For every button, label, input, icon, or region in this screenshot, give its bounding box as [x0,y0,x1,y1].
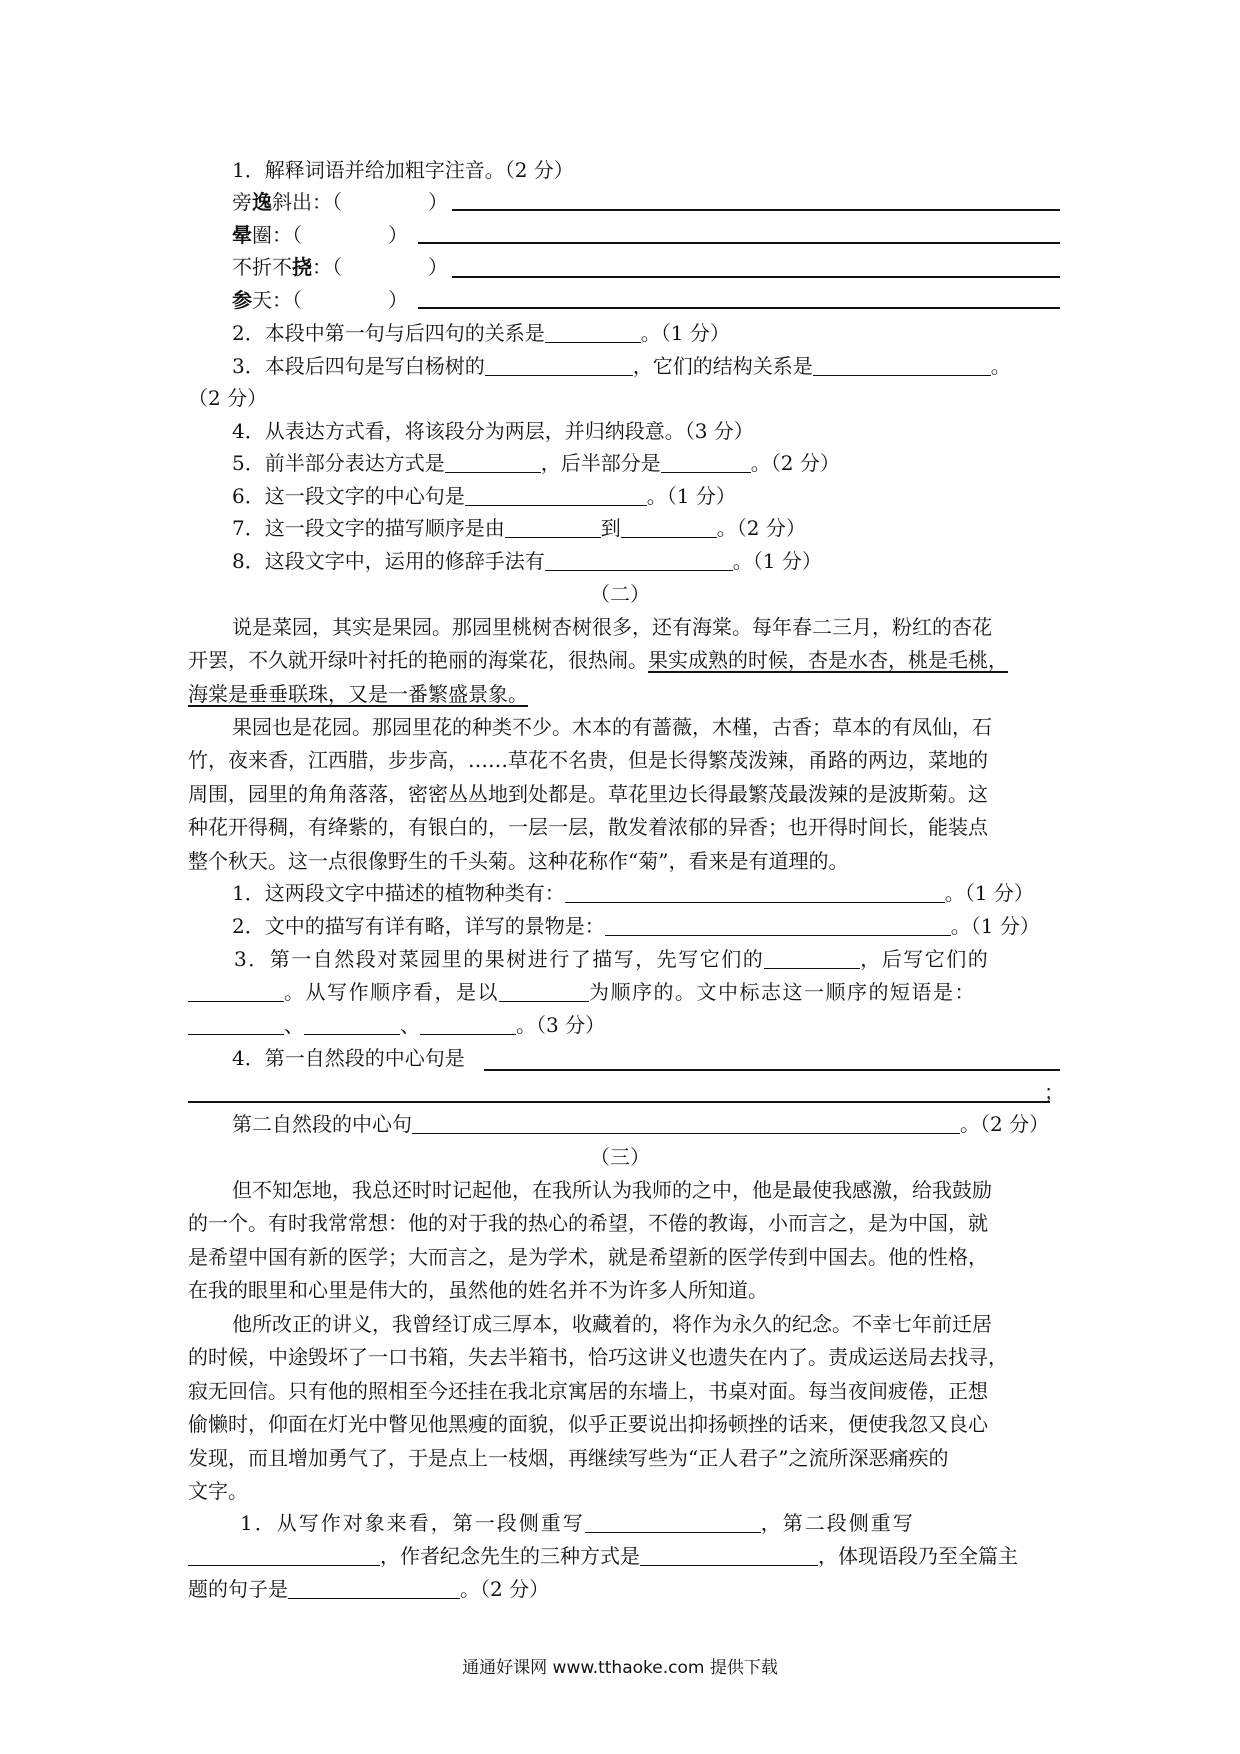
q-text: ，后写它们的 [860,947,990,971]
s2-question-2 [232,910,1040,942]
answer-blank[interactable] [621,517,717,538]
answer-blank[interactable] [420,1014,516,1035]
answer-line [452,209,1060,211]
q-text: 。（1 分） [950,914,1040,938]
q-text: 。（2 分） [460,1577,550,1601]
q-text: ，作者纪念先生的三种方式是 [380,1544,640,1568]
answer-line [418,242,1060,244]
term-text: ） [388,223,408,247]
term-text: 旁 [232,190,252,214]
answer-blank[interactable] [188,1545,380,1566]
s1-term-2 [232,219,408,251]
answer-line [452,276,1060,278]
text-line: 在我的眼里和心里是伟大的，虽然他的姓名并不为许多人所知道。 [188,1278,768,1303]
answer-blank[interactable] [465,485,647,506]
text-line: 但不知怎地，我总还时时记起他，在我所认为我师的之中，他是最使我感激，给我鼓励 [232,1178,992,1202]
bold-char: 参 [232,288,252,312]
q-text: 、 [284,1013,304,1037]
term-text: ） [428,255,448,279]
q-text: 第二自然段的中心句 [232,1112,412,1136]
s2-paragraph-1 [188,611,1008,711]
q-text: ，它们的结构关系是 [632,354,813,378]
s1-question-1: 1．解释词语并给加粗字注音。（2 分） [232,158,574,182]
answer-blank[interactable] [412,1113,960,1134]
text-line: 偷懒时，仰面在灯光中瞥见他黑瘦的面貌，似乎正要说出抑扬顿挫的话来，便使我忽又良心 [188,1412,988,1437]
text-line: 是希望中国有新的医学；大而言之，是为学术，就是希望新的医学传到中国去。他的性格， [188,1244,988,1269]
answer-blank[interactable] [585,1512,761,1533]
s1-question-6 [232,480,736,512]
q-text: ，后半部分是 [540,451,661,475]
s1-question-2 [232,317,730,349]
term-text: ：（ [312,255,342,279]
s1-question-8 [232,545,822,577]
q-text: 1．从写作对象来看，第一段侧重写 [240,1511,585,1535]
s2-question-3-line-2 [188,976,976,1008]
term-text: 天：（ [252,288,302,312]
s1-term-3 [232,251,448,283]
answer-blank[interactable] [764,948,860,969]
answer-blank[interactable] [188,981,284,1002]
section-heading-3: （三） [590,1145,650,1169]
answer-line [418,307,1060,309]
q-text: 。（3 分） [516,1013,606,1037]
q-text: 。（2 分） [960,1112,1050,1136]
s2-question-3 [234,943,989,975]
q-text: 题的句子是 [188,1577,288,1601]
s1-question-7 [232,512,806,544]
answer-line [484,1069,1060,1071]
q-text: 。（1 分） [944,881,1034,905]
answer-blank[interactable] [188,1014,284,1035]
answer-blank[interactable] [304,1014,400,1035]
s2-paragraph-2 [188,711,992,878]
text-line: 开罢，不久就开绿叶衬托的艳丽的海棠花，很热闹。 [188,648,648,673]
section-heading-2: （二） [590,582,650,606]
q-text: 。从写作顺序看，是以 [284,980,499,1004]
text-line: 的一个。有时我常常想：他的对于我的热心的希望，不倦的教诲，小而言之，是为中国，就 [188,1211,988,1236]
s1-question-5 [232,447,840,479]
answer-blank[interactable] [545,550,733,571]
text-line: 说是菜园，其实是果园。那园里桃树杏树很多，还有海棠。每年春二三月，粉红的杏花 [232,615,992,639]
q-text: 。 [990,354,1011,378]
answer-blank[interactable] [605,915,951,936]
s3-question-1 [240,1507,915,1539]
text-line: 周围，园里的角角落落，密密丛丛地到处都是。草花里边长得最繁茂最泼辣的是波斯菊。这 [188,781,988,806]
s2-question-4: 4．第一自然段的中心句是 [232,1046,465,1070]
answer-blank[interactable] [505,517,601,538]
text-line: 他所改正的讲义，我曾经订成三厚本，收藏着的，将作为永久的纪念。不幸七年前迁居 [232,1312,992,1336]
q-text: ，第二段侧重写 [760,1511,915,1535]
q-text: 。（1 分） [646,484,736,508]
answer-blank[interactable] [565,882,945,903]
s1-term-4 [232,284,408,316]
q-text: 2．本段中第一句与后四句的关系是 [232,321,545,345]
text-line: 文字。 [188,1479,248,1504]
answer-blank[interactable] [485,355,633,376]
s1-term-1 [232,186,448,218]
s3-paragraph-1 [188,1174,992,1308]
s2-question-3-line-3 [188,1009,605,1041]
text-line: 发现，而且增加勇气了，于是点上一枝烟，再继续写些为“正人君子”之流所深恶痛疾的 [188,1445,949,1470]
answer-blank[interactable] [288,1578,460,1599]
s2-question-4-part-2 [232,1108,1049,1140]
s1-question-3 [232,350,1011,382]
q-text: ，体现语段乃至全篇主 [818,1544,1018,1568]
bold-char: 挠 [292,255,312,279]
answer-blank[interactable] [813,355,991,376]
q-text: 3．本段后四句是写白杨树的 [232,354,485,378]
q-text: 1．这两段文字中描述的植物种类有： [232,881,565,905]
answer-line [188,1101,1050,1103]
text-line: 寂无回信。只有他的照相至今还挂在我北京寓居的东墙上，书桌对面。每当夜间疲倦，正想 [188,1378,988,1403]
q-text: 3．第一自然段对菜园里的果树进行了描写，先写它们的 [234,947,765,971]
q-text: 、 [400,1013,420,1037]
bold-char: 逸 [252,190,272,214]
s1-question-3-score: （2 分） [188,386,268,410]
q-text: 。（2 分） [716,516,806,540]
answer-blank[interactable] [445,452,541,473]
s1-question-4: 4．从表达方式看，将该段分为两层，并归纳段意。（3 分） [232,419,754,443]
term-text: 不折不 [232,255,292,279]
q-text: 8．这段文字中，运用的修辞手法有 [232,549,545,573]
footer-credit: 通通好课网 www.tthaoke.com 提供下载 [462,1658,778,1678]
answer-blank[interactable] [545,322,641,343]
s3-question-1-line-2 [188,1540,1018,1572]
term-text: 圈：（ [252,223,302,247]
q-text: 5．前半部分表达方式是 [232,451,445,475]
text-line: 竹，夜来香，江西腊，步步高，……草花不名贵，但是长得繁茂泼辣，甬路的两边，菜地的 [188,748,988,773]
term-text: 斜出：（ [272,190,342,214]
text-line: 种花开得稠，有绛紫的，有银白的，一层一层，散发着浓郁的异香；也开得时间长，能装点 [188,815,988,840]
term-text: ） [388,288,408,312]
bold-char: 晕 [232,223,252,247]
underlined-text: 海棠是垂垂联珠，又是一番繁盛景象。 [188,681,528,706]
q-text: 6．这一段文字的中心句是 [232,484,465,508]
answer-blank[interactable] [661,452,751,473]
q-text: 。（1 分） [640,321,730,345]
s3-question-1-line-3 [188,1573,549,1605]
q-text: 2．文中的描写有详有略，详写的景物是： [232,914,605,938]
semicolon: ； [1044,1080,1064,1104]
answer-blank[interactable] [640,1545,818,1566]
q-text: 7．这一段文字的描写顺序是由 [232,516,505,540]
q-text: 到 [600,516,621,540]
underlined-text: 果实成熟的时候，杏是水杏，桃是毛桃， [648,648,1008,673]
q-text: 为顺序的。文中标志这一顺序的短语是： [589,980,976,1004]
s3-paragraph-2 [188,1308,1008,1508]
answer-blank[interactable] [499,981,589,1002]
q-text: 。（2 分） [750,451,840,475]
s2-question-1 [232,877,1034,909]
text-line: 的时候，中途毁坏了一口书箱，失去半箱书，恰巧这讲义也遗失在内了。责成运送局去找寻， [188,1345,1008,1370]
term-text: ） [428,190,448,214]
text-line: 整个秋天。这一点很像野生的千头菊。这种花称作“菊”，看来是有道理的。 [188,848,849,873]
text-line: 果园也是花园。那园里花的种类不少。木本的有蔷薇，木槿，古香；草本的有凤仙，石 [232,715,992,739]
q-text: 。（1 分） [732,549,822,573]
